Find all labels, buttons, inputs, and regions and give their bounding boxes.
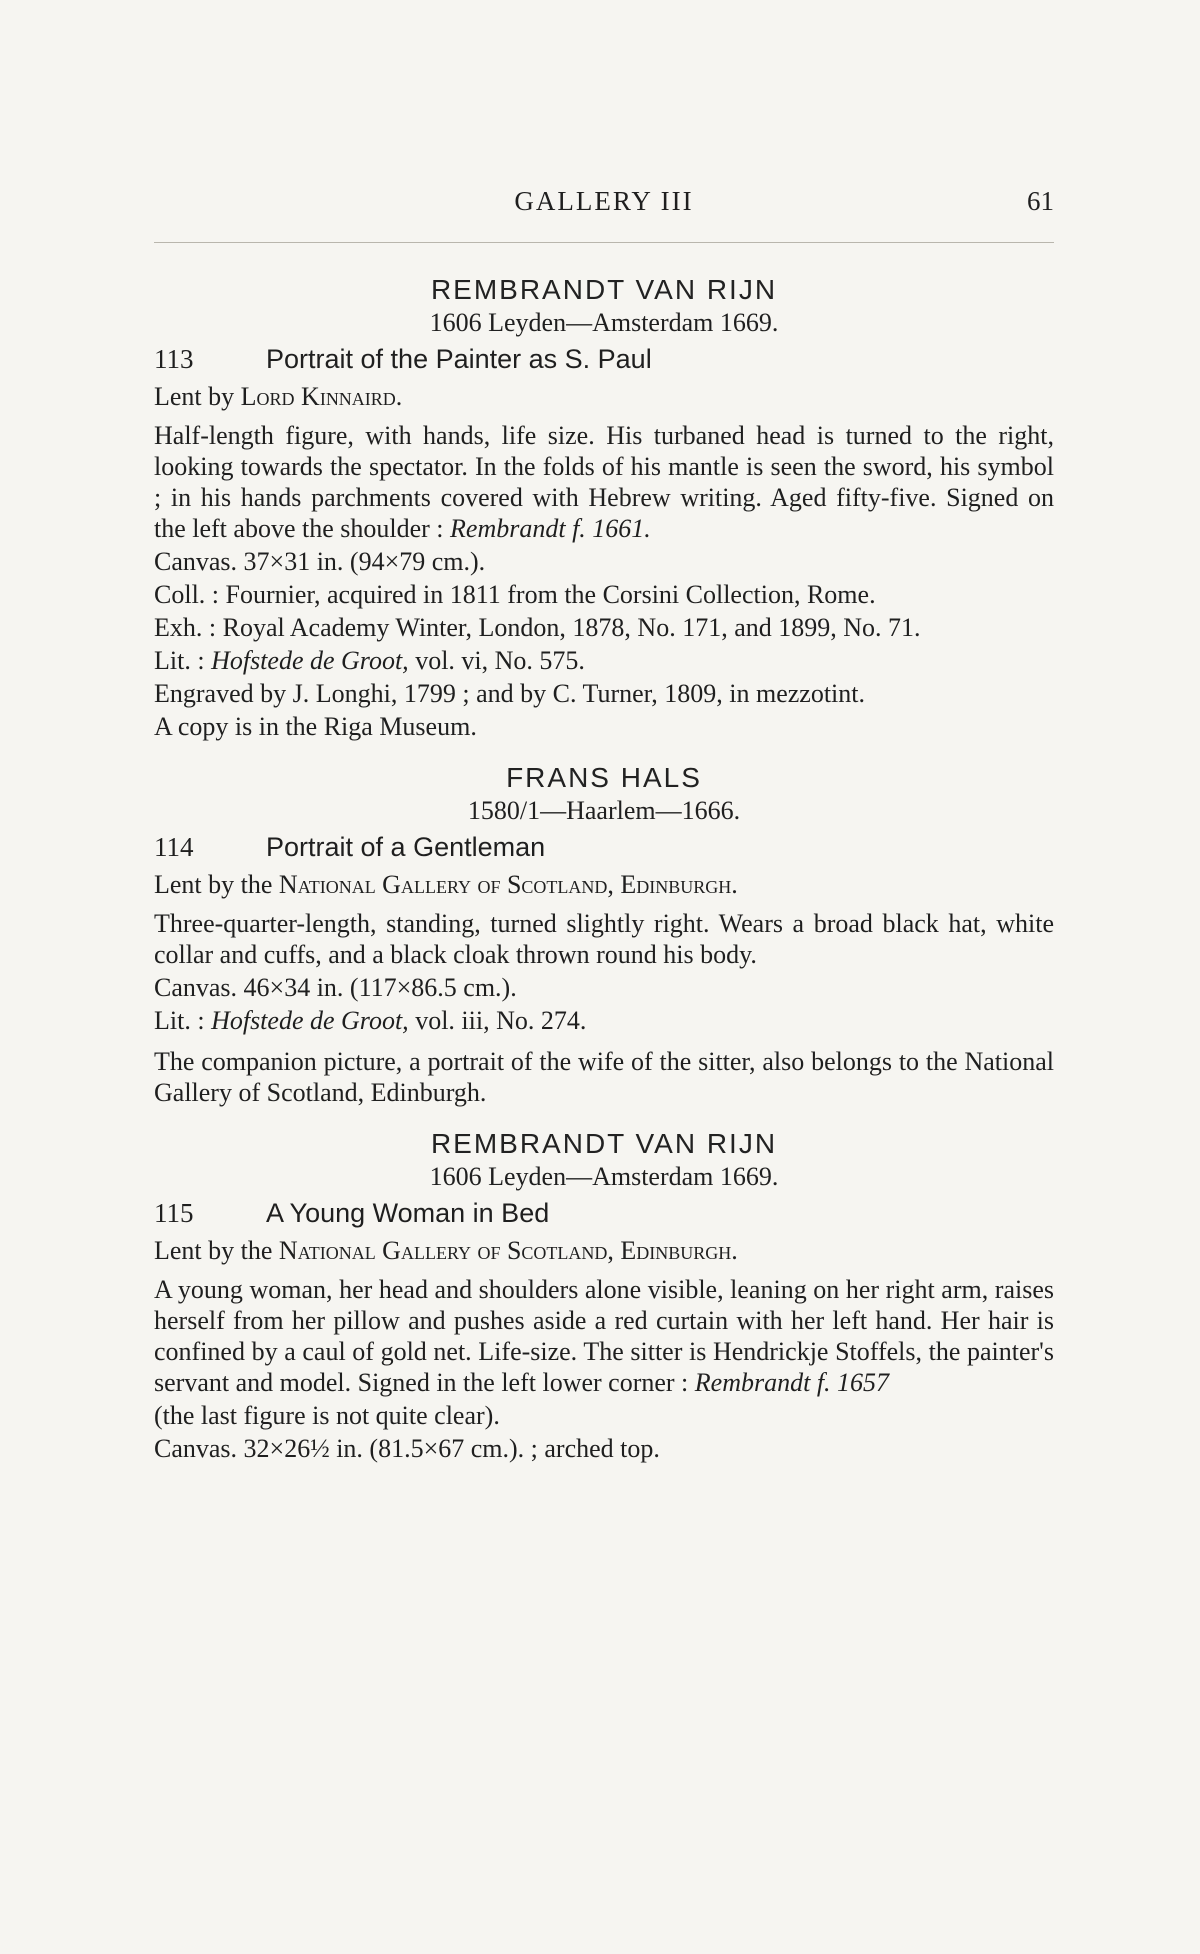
entry-number: 113: [154, 344, 194, 374]
running-head: GALLERY III: [514, 186, 694, 216]
description-text: Half-length figure, with hands, life size. His turbaned head is turned to the right, looking towards the spectator. In the folds of his mantle is seen the sword, his symbol ; in his hands parchments covered with Hebrew writing. Aged fifty-five. Signed on the left above the shoulder :: [154, 421, 1054, 543]
header-rule: [154, 242, 1054, 243]
signature-inscription: Rembrandt f. 1661.: [450, 514, 651, 543]
lit-author: Hofstede de Groot,: [211, 1006, 409, 1035]
literature-reference: [154, 645, 1054, 676]
description-tail: (the last figure is not quite clear).: [154, 1401, 500, 1430]
entry-description: Three-quarter-length, standing, turned slightly right. Wears a broad black hat, white collar and cuffs, and a black cloak thrown round his body.: [154, 909, 1054, 969]
lit-prefix: Lit. :: [154, 1006, 212, 1035]
copy-note: A copy is in the Riga Museum.: [154, 712, 477, 741]
artist-dates: 1606 Leyden—Amsterdam 1669.: [429, 1162, 779, 1191]
entry-heading: [154, 1198, 1054, 1229]
collection-history: Coll. : Fournier, acquired in 1811 from the Corsini Collection, Rome.: [154, 580, 876, 609]
artist-dates: 1606 Leyden—Amsterdam 1669.: [429, 308, 779, 337]
entry-heading: [154, 832, 1054, 863]
entry-description: [154, 420, 1054, 544]
entry-title: A Young Woman in Bed: [266, 1198, 550, 1228]
entry-description: [154, 1274, 1054, 1398]
literature-reference: [154, 1005, 1054, 1036]
engraving-note: Engraved by J. Longhi, 1799 ; and by C. Turner, 1809, in mezzotint.: [154, 679, 866, 708]
artist-name: REMBRANDT VAN RIJN: [430, 1128, 778, 1159]
entry-heading: [154, 344, 1054, 375]
lender-prefix: Lent by: [154, 382, 241, 411]
signature-inscription: Rembrandt f. 1657: [694, 1368, 890, 1397]
catalogue-column: [154, 270, 1054, 1466]
page-number: 61: [1027, 186, 1054, 216]
description-text: A young woman, her head and shoulders alone visible, leaning on her right arm, raises herself from her pillow and pushes aside a red curtain with her left hand. Her hair is confined by a caul of gold net. Life-size. The sitter is Hendrickje Stoffels, the painter's servant and model. Signed in the left lower corner :: [154, 1275, 1054, 1397]
lender-line: [154, 381, 1054, 412]
canvas-dimensions: Canvas. 32×26½ in. (81.5×67 cm.). ; arched top.: [154, 1434, 660, 1463]
lender-name: National Gallery of Scotland, Edinburgh.: [278, 1236, 738, 1265]
canvas-dimensions: Canvas. 37×31 in. (94×79 cm.).: [154, 547, 486, 576]
page-header: [154, 186, 1054, 226]
lender-prefix: Lent by the: [154, 1236, 279, 1265]
catalogue-entry-115: [154, 1128, 1054, 1464]
catalogue-entry-113: [154, 274, 1054, 742]
lender-line: [154, 1235, 1054, 1266]
entry-title: Portrait of a Gentleman: [266, 832, 546, 862]
exhibition-history: Exh. : Royal Academy Winter, London, 1878, No. 171, and 1899, No. 71.: [154, 613, 921, 642]
lit-ref: vol. vi, No. 575.: [408, 646, 585, 675]
artist-dates: 1580/1—Haarlem—1666.: [467, 796, 741, 825]
lender-name: Lord Kinnaird.: [240, 382, 403, 411]
catalogue-entry-114: [154, 762, 1054, 1108]
lit-ref: vol. iii, No. 274.: [408, 1006, 587, 1035]
entry-number: 114: [154, 832, 194, 862]
canvas-dimensions: Canvas. 46×34 in. (117×86.5 cm.).: [154, 973, 517, 1002]
entry-title: Portrait of the Painter as S. Paul: [266, 344, 652, 374]
entry-number: 115: [154, 1198, 194, 1228]
lit-prefix: Lit. :: [154, 646, 212, 675]
artist-name: REMBRANDT VAN RIJN: [430, 274, 778, 305]
companion-note: The companion picture, a portrait of the wife of the sitter, also belongs to the National Gallery of Scotland, Edinburgh.: [154, 1047, 1054, 1107]
lit-author: Hofstede de Groot,: [211, 646, 409, 675]
lender-name: National Gallery of Scotland, Edinburgh.: [278, 870, 738, 899]
lender-prefix: Lent by the: [154, 870, 279, 899]
artist-name: FRANS HALS: [506, 762, 702, 793]
lender-line: [154, 869, 1054, 900]
